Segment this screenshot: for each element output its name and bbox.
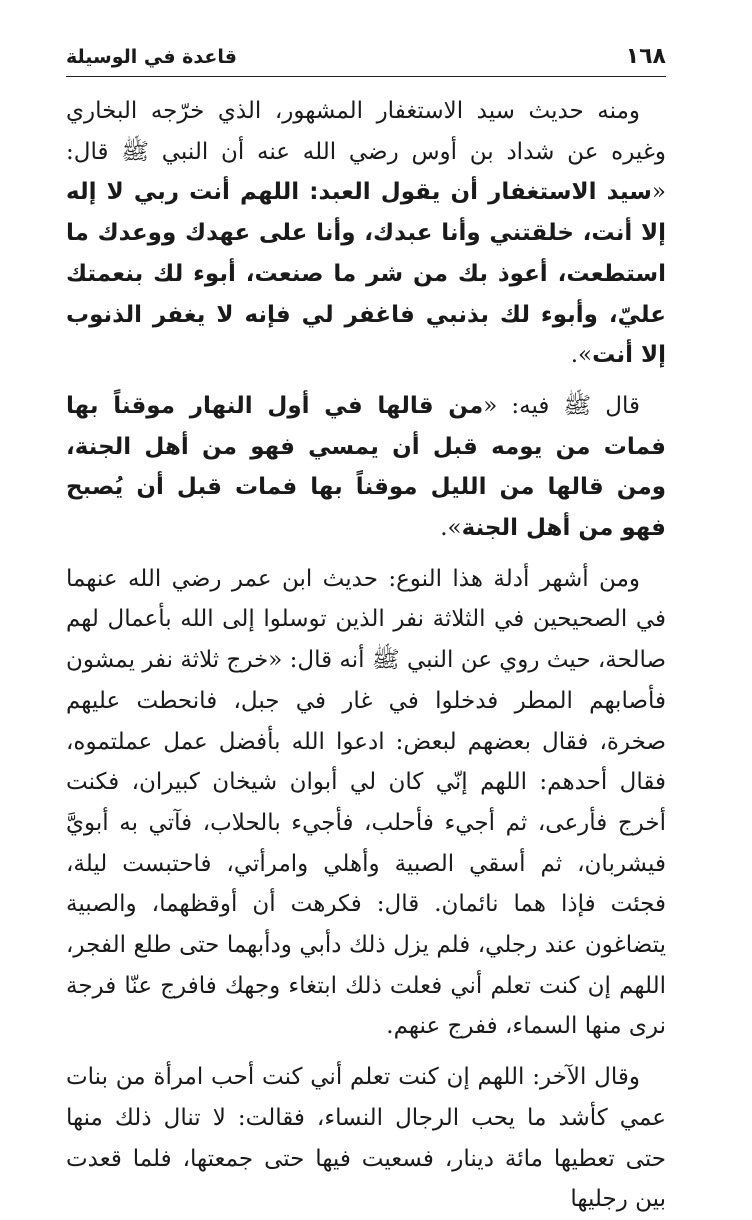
page-number: ١٦٨: [625, 44, 666, 69]
text-segment: ».: [570, 342, 593, 369]
paragraph-3: [66, 559, 666, 1047]
paragraph-2: [66, 386, 666, 549]
running-title: قاعدة في الوسيلة: [66, 46, 237, 68]
page-header: [66, 40, 666, 77]
book-page: [66, 40, 666, 1220]
hadith-quote-bold: سيد الاستغفار أن يقول العبد: اللهم أنت ربي لا إله إلا أنت، خلقتني وأنا عبدك، وأنا على عهدك ووعدك ما استطعت، أعوذ بك من شر ما صنعت، أبوء لك بنعمتك عليّ، وأبوء لك بذنبي فاغفر لي فإنه لا يغفر الذنوب إلا أنت: [66, 179, 666, 369]
body-text: [66, 91, 666, 1220]
text-segment: ».: [440, 515, 462, 542]
text-segment: قال ﷺ فيه: «: [483, 392, 640, 419]
hadith-quote-bold: من قالها في أول النهار موقناً بها فمات من يومه قبل أن يمسي فهو من أهل الجنة، ومن قالها من الليل موقناً بها فمات قبل أن يُصبح فهو من أهل الجنة: [66, 392, 666, 542]
text-segment: ومنه حديث سيد الاستغفار المشهور، الذي خرّجه البخاري وغيره عن شداد بن أوس رضي الله عنه أن النبي ﷺ قال: «: [66, 98, 666, 206]
paragraph-1: [66, 91, 666, 376]
paragraph-4: [66, 1057, 666, 1220]
text-segment: ومن أشهر أدلة هذا النوع: حديث ابن عمر رضي الله عنهما في الصحيحين في الثلاثة نفر الذين توسلوا إلى الله بأعمال لهم صالحة، حيث روي عن النبي ﷺ أنه قال: «خرج ثلاثة نفر يمشون فأصابهم المطر فدخلوا في غار في جبل، فانحطت عليهم صخرة، فقال بعضهم لبعض: ادعوا الله بأفضل عمل عملتموه، فقال أحدهم: اللهم إنّي كان لي أبوان شيخان كبيران، فكنت أخرج فأرعى، ثم أجيء فأحلب، فأجيء بالحلاب، فآتي به أبويَّ فيشربان، ثم أسقي الصبية وأهلي وامرأتي، فاحتبست ليلة، فجئت فإذا هما نائمان. قال: فكرهت أن أوقظهما، والصبية يتضاغون عند رجلي، فلم يزل ذلك دأبي ودأبهما حتى طلع الفجر، اللهم إن كنت تعلم أني فعلت ذلك ابتغاء وجهك فافرج عنّا فرجة نرى منها السماء، ففرج عنهم.: [66, 565, 666, 1040]
text-segment: وقال الآخر: اللهم إن كنت تعلم أني كنت أحب امرأة من بنات عمي كأشد ما يحب الرجال النساء، فقالت: لا تنال ذلك منها حتى تعطيها مائة دينار، فسعيت فيها حتى جمعتها، فلما قعدت بين رجليها: [66, 1064, 666, 1213]
